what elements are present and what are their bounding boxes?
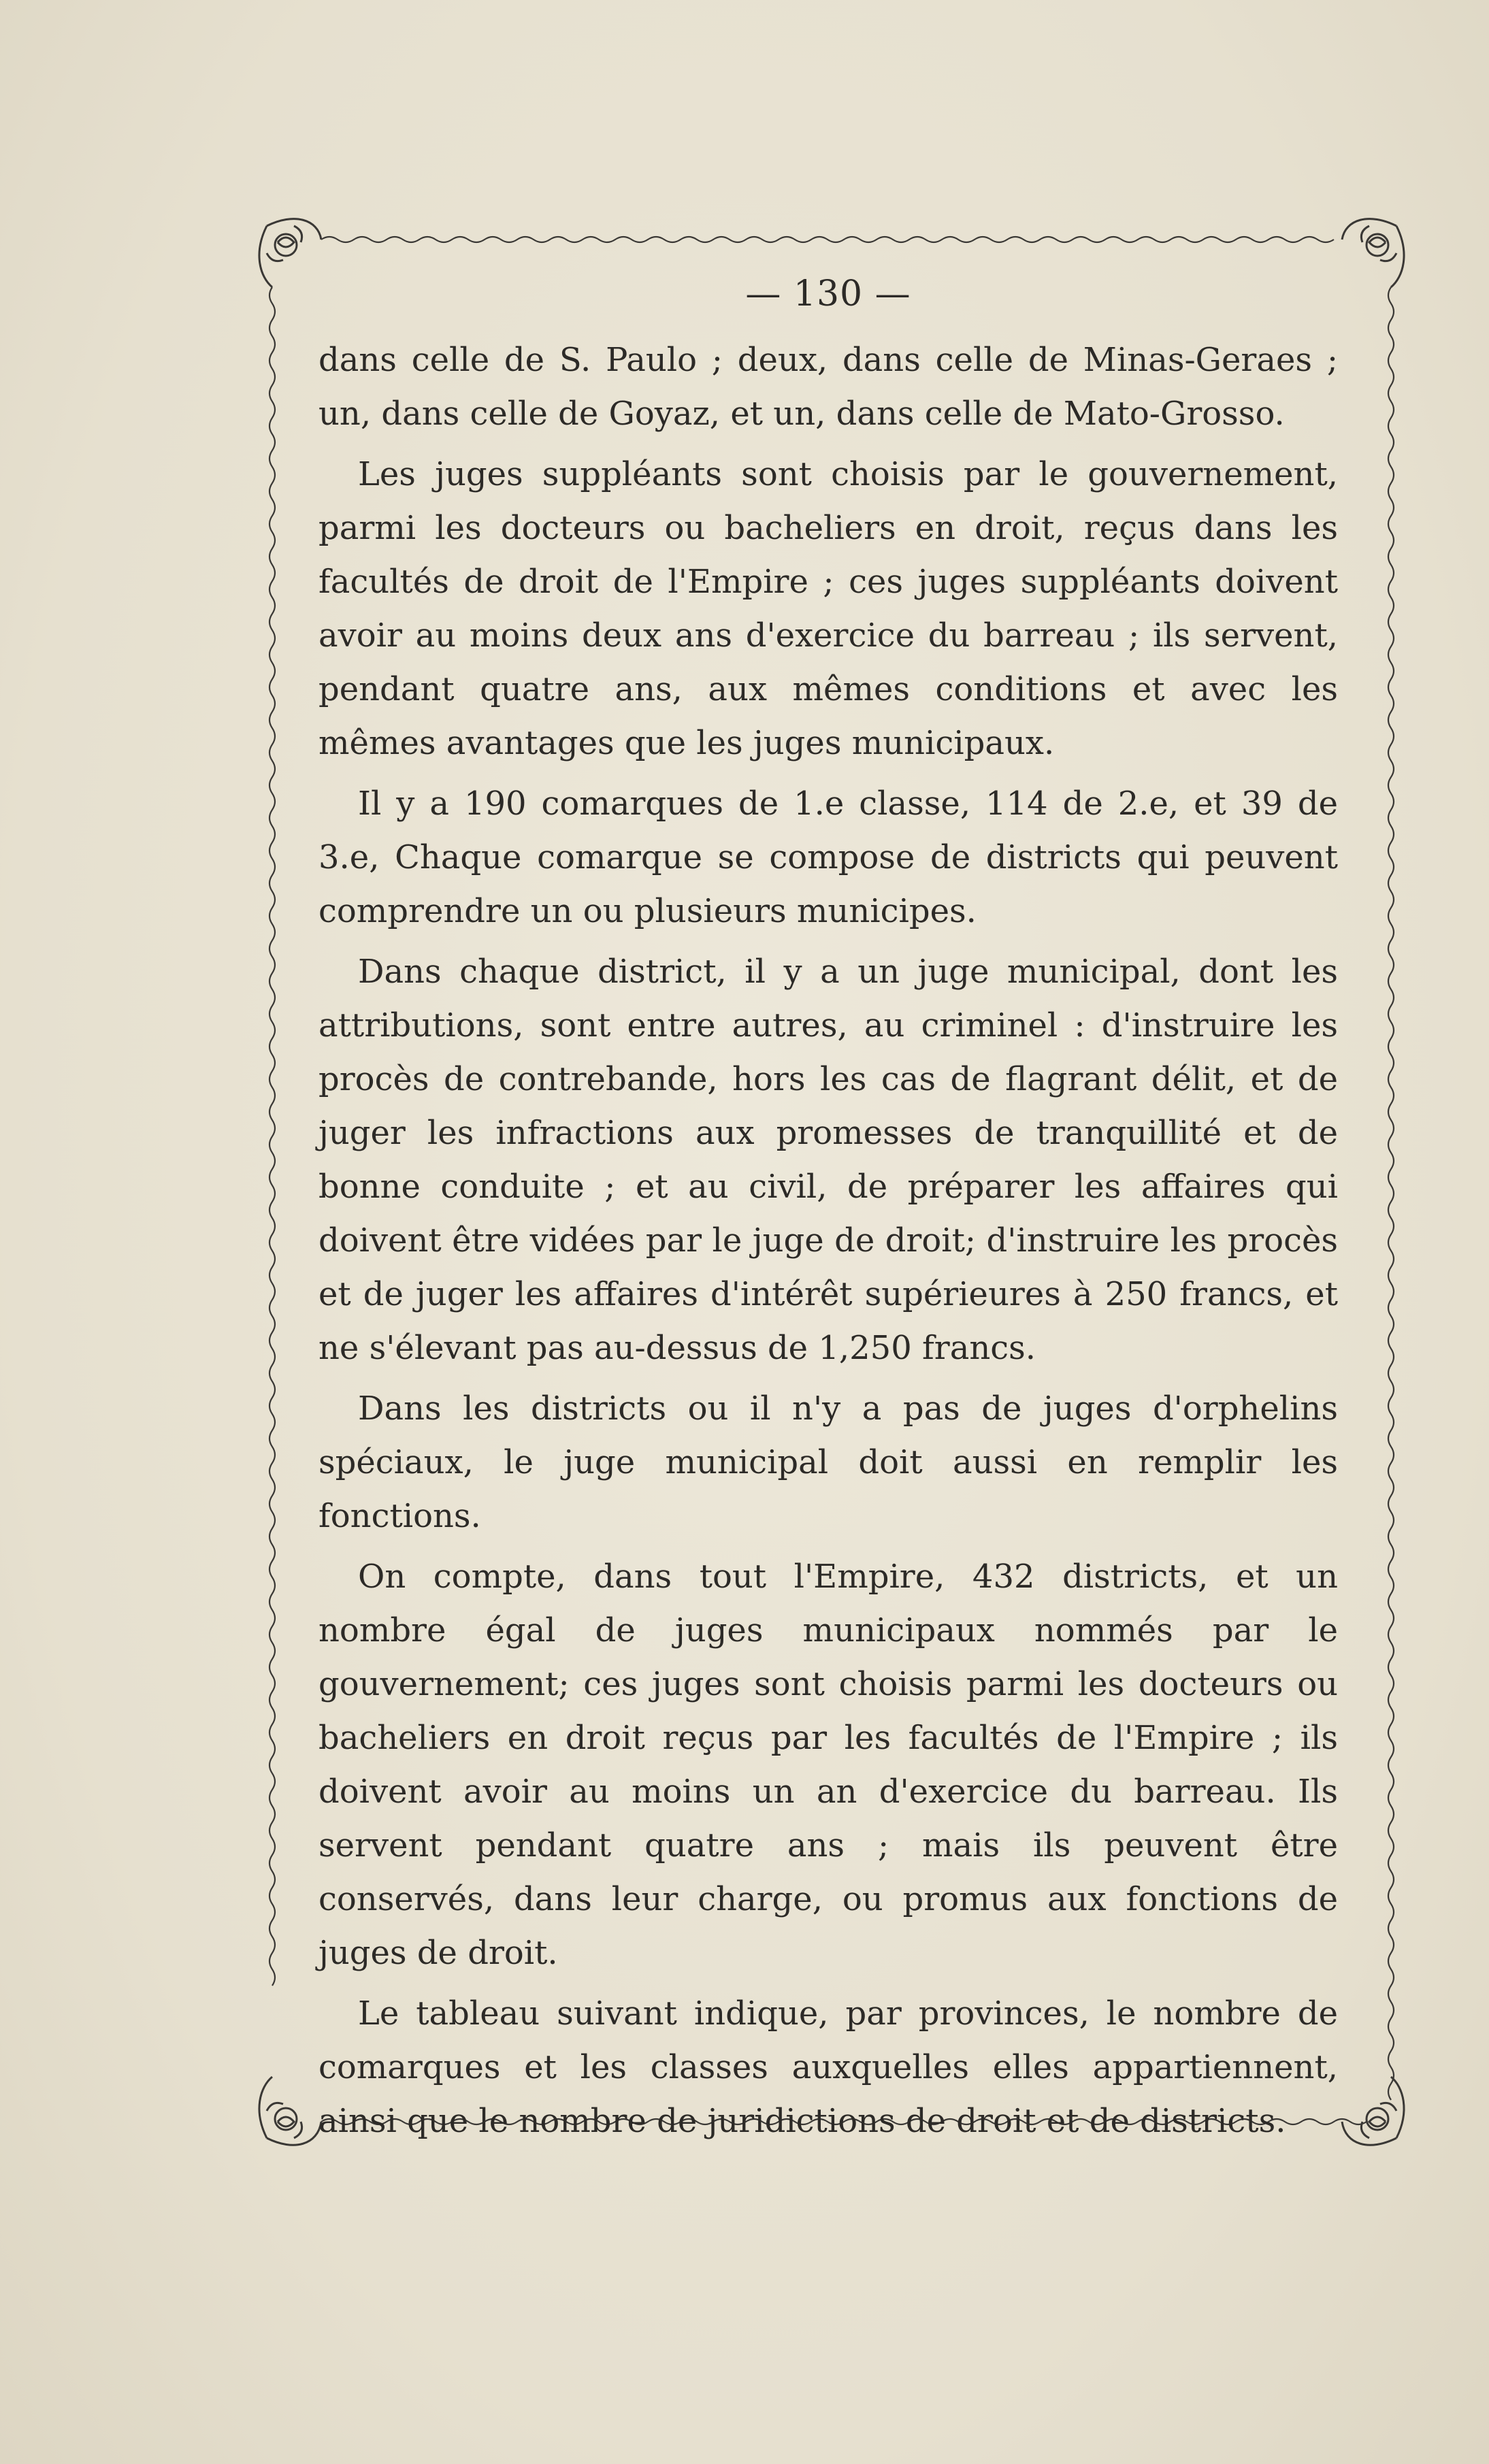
paragraph-7: Le tableau suivant indique, par provinces, le nombre de comarques et les classes auxquelles elles appartiennent, ainsi que le nombre de juridictions de droit et de districts. bbox=[318, 1994, 1338, 2140]
corner-ornament-bottom-left bbox=[259, 2077, 321, 2145]
corner-ornament-top-right bbox=[1342, 219, 1404, 287]
paragraph-6: On compte, dans tout l'Empire, 432 districts, et un nombre égal de juges municipaux nommés par le gouvernement; ces juges sont choisis parmi les docteurs ou bacheliers en droit reçus par les facultés de l'Empire ; ils doivent avoir au moins un an d'exercice du barreau. Ils servent pendant quatre ans ; mais ils peuvent être conservés, dans leur charge, ou promus aux fonctions de juges de droit. bbox=[318, 1558, 1338, 1972]
left-wavy-rule bbox=[269, 287, 275, 1986]
page-number: — 130 — bbox=[745, 274, 911, 314]
paragraph-3: Il y a 190 comarques de 1.e classe, 114 de 2.e, et 39 de 3.e, Chaque comarque se compose de districts qui peuvent comprendre un ou plusieurs municipes. bbox=[318, 785, 1338, 930]
ornamental-frame bbox=[253, 212, 1410, 2152]
corner-ornament-top-left bbox=[259, 219, 321, 287]
right-wavy-rule bbox=[1388, 287, 1394, 2100]
paragraph-2: Les juges suppléants sont choisis par le gouvernement, parmi les docteurs ou bacheliers en droit, reçus dans les facultés de droit de l'Empire ; ces juges suppléants doivent avoir au moins deux ans d'exercice du barreau ; ils servent, pendant quatre ans, aux mêmes conditions et avec les mêmes avantages que les juges municipaux. bbox=[318, 455, 1338, 762]
text-block bbox=[318, 269, 1338, 2155]
corner-ornament-bottom-right bbox=[1342, 2077, 1404, 2145]
paragraph-5: Dans les districts ou il n'y a pas de juges d'orphelins spéciaux, le juge municipal doit aussi en remplir les fonctions. bbox=[318, 1390, 1338, 1535]
paragraph-4: Dans chaque district, il y a un juge municipal, dont les attributions, sont entre autres, au criminel : d'instruire les procès de contrebande, hors les cas de flagrant délit, et de juger les infractions aux promesses de tranquillité et de bonne conduite ; et au civil, de préparer les affaires qui doivent être vidées par le juge de droit; d'instruire les procès et de juger les affaires d'intérêt supérieures à 250 francs, et ne s'élevant pas au-dessus de 1,250 francs. bbox=[318, 953, 1338, 1367]
paragraph-1: dans celle de S. Paulo ; deux, dans celle de Minas-Geraes ; un, dans celle de Goyaz, et un, dans celle de Mato-Grosso. bbox=[318, 341, 1338, 433]
top-wavy-rule bbox=[321, 237, 1334, 242]
